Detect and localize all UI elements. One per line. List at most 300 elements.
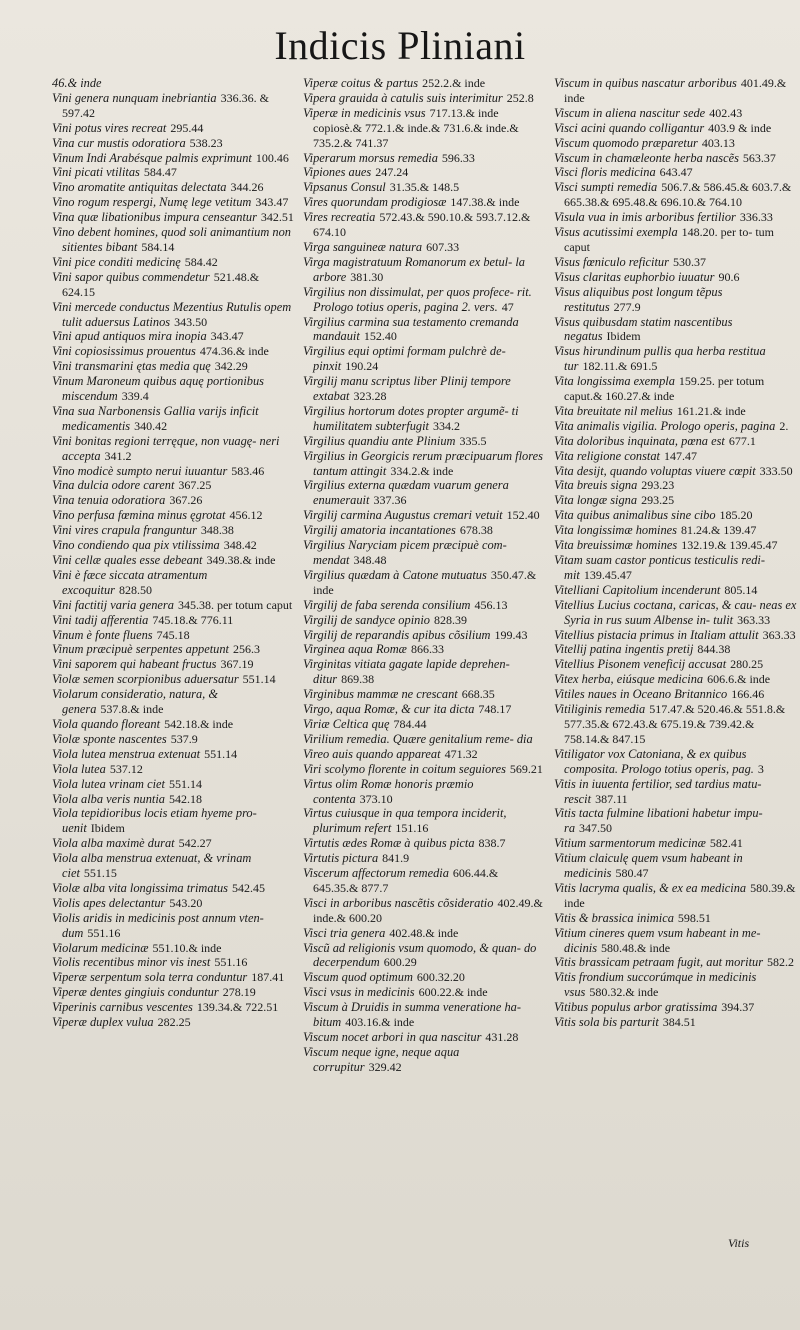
- index-entry: [303, 806, 546, 836]
- entry-term: Vino modicè sumpto nerui iuuantur: [52, 463, 228, 478]
- index-entry: [554, 926, 797, 956]
- entry-reference: 147.47: [664, 448, 697, 463]
- entry-term: Vino condiendo qua pix vtilissima: [52, 538, 220, 553]
- entry-term: Virgilius Naryciam picem præcipuè com- mendat: [303, 538, 507, 567]
- index-entry: [303, 91, 546, 106]
- entry-term: Vini cellæ quales esse debeant: [52, 553, 203, 567]
- index-entry: [554, 464, 797, 479]
- entry-reference: 506.7.& 586.45.& 603.7.& 665.38.& 695.48.& 696.10.& 764.10: [564, 180, 792, 210]
- entry-reference: 329.42: [368, 1059, 402, 1074]
- index-entry: [52, 344, 295, 359]
- index-entry: [303, 523, 546, 538]
- entry-reference: 580.47: [615, 866, 649, 881]
- index-entry: [554, 955, 797, 970]
- entry-reference: 343.47: [210, 329, 244, 344]
- entry-term: Vini genera nunquam inebriantia: [52, 90, 217, 105]
- index-entry: [303, 866, 546, 896]
- entry-reference: 542.18: [169, 791, 202, 806]
- index-entry: [52, 404, 295, 434]
- index-entry: [303, 747, 546, 762]
- index-entry: [303, 970, 546, 985]
- index-entry: [303, 851, 546, 866]
- index-entry: [554, 449, 797, 464]
- entry-reference: 100.46: [255, 150, 289, 165]
- index-entry: [52, 464, 295, 479]
- index-entry: [52, 970, 295, 985]
- entry-reference: 542.45: [232, 880, 266, 895]
- entry-term: Virgilius externa quædam vuarum genera enumerauit: [303, 478, 509, 508]
- index-entry: [303, 374, 546, 404]
- entry-reference: 345.38. per totum caput: [177, 597, 293, 612]
- entry-term: Visci in arboribus nascẽtis cõsideratio: [303, 895, 494, 910]
- entry-reference: 132.19.& 139.45.47: [681, 538, 778, 553]
- index-entry: [554, 687, 797, 702]
- entry-term: Visus hirundinum pullis qua herba restitua tur: [554, 344, 766, 374]
- entry-term: Virgilij de reparandis apibus cõsilium: [303, 627, 491, 642]
- index-entry: [303, 508, 546, 523]
- index-entry: [303, 449, 546, 479]
- index-entry: [303, 926, 546, 941]
- entry-term: Visula vua in imis arboribus fertilior: [554, 210, 736, 225]
- index-column-1: [52, 76, 295, 1030]
- entry-reference: 537.9: [170, 731, 198, 746]
- entry-term: Vinum Maroneum quibus aquę portionibus miscendum: [52, 374, 265, 404]
- entry-reference: 828.50: [119, 582, 152, 597]
- index-entry: [52, 359, 295, 374]
- entry-reference: 363.33: [762, 627, 796, 642]
- entry-reference: 580.48.& inde: [601, 940, 671, 955]
- entry-reference: 333.50: [759, 463, 793, 478]
- entry-reference: 551.14: [242, 672, 276, 687]
- index-entry: [52, 762, 295, 777]
- entry-term: Vitellius Lucius coctana, caricas, & cau- neas ex Syria in rus suum Albense in- tulit: [554, 597, 797, 627]
- entry-reference: 403.9 & inde: [708, 120, 772, 135]
- index-entry: [303, 628, 546, 643]
- entry-term: Virgilius hortorum dotes propter argumẽ- ti humilitatem subterfugit: [303, 403, 519, 433]
- entry-reference: 717.13.& inde copiosè.& 772.1.& inde.& 731.6.& inde.& 735.2.& 741.37: [313, 105, 519, 150]
- index-entry: [554, 76, 797, 106]
- entry-reference: 147.38.& inde: [450, 195, 520, 210]
- entry-term: Vita doloribus inquinata, pœna est: [554, 433, 725, 448]
- entry-term: Vina cur mustis odoratiora: [52, 135, 186, 150]
- entry-reference: 582.41: [709, 836, 743, 851]
- index-entry: [52, 165, 295, 180]
- entry-reference: 584.47: [143, 165, 177, 180]
- entry-reference: 152.40: [506, 508, 540, 523]
- entry-term: Vita breuissimæ homines: [554, 538, 678, 553]
- index-entry: [303, 165, 546, 180]
- entry-term: Viscũ ad religionis vsum quomodo, & quan- do decerpendum: [303, 940, 537, 970]
- entry-reference: 252.8: [506, 90, 534, 105]
- entry-reference: 542.18.& inde: [164, 716, 234, 731]
- entry-term: Vini tadij afferentia: [52, 612, 149, 627]
- entry-term: Vitiles naues in Oceano Britannico: [554, 687, 728, 702]
- entry-reference: 185.20: [719, 508, 753, 523]
- entry-term: Virgilij amatoria incantationes: [303, 523, 456, 538]
- entry-term: Virgilius in Georgicis rerum præcipuarum flores tantum attingit: [303, 448, 543, 478]
- entry-term: Vini saporem qui habeant fructus: [52, 657, 217, 672]
- entry-reference: 537.8.& inde: [100, 702, 164, 717]
- index-entry: [554, 583, 797, 598]
- entry-term: Virgilius quandiu ante Plinium: [303, 433, 456, 448]
- index-entry: [554, 598, 797, 628]
- entry-reference: Ibidem: [606, 329, 641, 344]
- index-entry: [554, 136, 797, 151]
- index-entry: [554, 970, 797, 1000]
- index-entry: [52, 851, 295, 881]
- entry-term: Vina dulcia odore carent: [52, 478, 175, 493]
- index-entry: [554, 881, 797, 911]
- index-entry: [303, 315, 546, 345]
- index-entry: [52, 896, 295, 911]
- entry-term: Virgo, aqua Romæ, & cur ita dicta: [303, 702, 475, 717]
- entry-term: Virgilius quædam à Catone mutuatus: [303, 567, 487, 582]
- index-entry: [52, 76, 295, 91]
- entry-reference: 551.14: [204, 746, 238, 761]
- entry-reference: 340.42: [134, 418, 168, 433]
- index-entry: [303, 642, 546, 657]
- entry-term: Virgilij de faba serenda consilium: [303, 597, 471, 612]
- entry-term: Visus aliquibus post longum tẽpus restitutus: [554, 284, 723, 314]
- entry-reference: 148.20. per to- tum caput: [564, 225, 774, 254]
- entry-term: Viscum nocet arbori in qua nascitur: [303, 1030, 482, 1044]
- index-entry: [52, 255, 295, 270]
- entry-term: Virga magistratuum Romanorum ex betul- la arbore: [303, 254, 525, 284]
- entry-reference: 344.26: [230, 180, 264, 195]
- index-entry: [554, 911, 797, 926]
- entry-reference: 139.45.47: [583, 567, 632, 582]
- entry-reference: 342.29: [214, 359, 248, 374]
- entry-reference: 784.44: [393, 716, 427, 731]
- entry-term: Viola tepidioribus locis etiam hyeme pro- uenit: [52, 806, 257, 836]
- index-entry: [303, 285, 546, 315]
- index-entry: [554, 508, 797, 523]
- entry-reference: 367.25: [178, 478, 212, 493]
- entry-reference: 381.30: [350, 269, 384, 284]
- index-entry: [303, 732, 546, 747]
- entry-term: Vitellius Pisonem veneficij accusat: [554, 657, 727, 672]
- entry-reference: 343.47: [255, 195, 289, 210]
- entry-term: Vitiligator vox Catoniana, & ex quibus composita. Prologo totius operis, pag.: [554, 746, 754, 776]
- entry-term: Vini mercede conductus Mezentius Rutulis opem tulit aduersus Latinos: [52, 299, 292, 329]
- entry-reference: 456.12: [229, 508, 263, 523]
- index-entry: [52, 180, 295, 195]
- entry-reference: 869.38: [341, 672, 375, 687]
- entry-reference: 745.18: [156, 627, 190, 642]
- entry-reference: 521.48.& 624.15: [62, 269, 260, 299]
- index-entry: [52, 747, 295, 762]
- entry-term: Vitibus populus arbor gratissima: [554, 1000, 718, 1015]
- index-entry: [554, 672, 797, 687]
- entry-reference: 600.22.& inde: [418, 985, 488, 1000]
- entry-term: Visus quibusdam statim nascentibus negatus: [554, 314, 733, 344]
- entry-reference: 474.36.& inde: [199, 344, 269, 359]
- entry-term: Vini pice conditi medicinę: [52, 254, 181, 269]
- index-entry: [303, 434, 546, 449]
- entry-term: Viola alba maximè durat: [52, 836, 175, 851]
- entry-reference: 31.35.& 148.5: [389, 180, 460, 195]
- entry-term: Virtus olim Romæ honoris præmio contenta: [303, 776, 474, 806]
- entry-reference: 282.25: [157, 1015, 191, 1030]
- entry-term: Virgilij manu scriptus liber Plinij tempore extabat: [303, 374, 511, 404]
- entry-term: Vita longissimæ homines: [554, 523, 677, 538]
- entry-reference: 580.39.& inde: [564, 880, 796, 910]
- entry-term: Viperinis carnibus vescentes: [52, 1000, 193, 1015]
- index-entry: [303, 195, 546, 210]
- entry-term: Vitium cineres quem vsum habeant in me- dicinis: [554, 925, 761, 955]
- index-entry: [52, 195, 295, 210]
- entry-reference: 373.10: [359, 791, 393, 806]
- entry-reference: 367.26: [169, 493, 203, 508]
- index-entry: [554, 747, 797, 777]
- index-entry: [303, 1045, 546, 1075]
- entry-term: Viscum in chamæleonte herba nascẽs: [554, 150, 739, 165]
- index-entry: [554, 493, 797, 508]
- entry-reference: 256.3: [233, 642, 260, 657]
- index-entry: [52, 642, 295, 657]
- entry-term: Viperæ serpentum sola terra conduntur: [52, 970, 248, 985]
- entry-term: Violis aridis in medicinis post annum vten- dum: [52, 910, 264, 940]
- index-entry: [554, 538, 797, 553]
- entry-term: Virtutis pictura: [303, 851, 379, 866]
- index-entry: [554, 404, 797, 419]
- entry-term: Vitex herba, eiúsque medicina: [554, 672, 704, 687]
- index-entry: [52, 792, 295, 807]
- index-entry: [303, 180, 546, 195]
- index-entry: [52, 523, 295, 538]
- entry-reference: 387.11: [595, 791, 628, 806]
- index-entry: [554, 1015, 797, 1030]
- entry-term: Vitam suam castor ponticus testiculis redi- mit: [554, 553, 765, 582]
- entry-reference: 584.14: [141, 239, 175, 254]
- entry-term: Virga sanguineæ natura: [303, 239, 423, 254]
- index-entry: [554, 628, 797, 643]
- index-entry: [52, 672, 295, 687]
- entry-reference: 348.48: [353, 553, 387, 567]
- entry-reference: 828.39: [433, 612, 467, 627]
- entry-reference: 551.14: [168, 776, 202, 791]
- index-entry: [52, 911, 295, 941]
- entry-term: Virgilius equi optimi formam pulchrè de- pinxit: [303, 344, 506, 374]
- entry-term: Viscum à Druidis in summa veneratione ha- bitum: [303, 1000, 521, 1030]
- entry-reference: 336.33: [739, 210, 773, 225]
- index-entry: [554, 374, 797, 404]
- entry-reference: 348.38: [200, 523, 234, 538]
- index-entry: [554, 180, 797, 210]
- entry-term: Violæ alba vita longissima trimatus: [52, 880, 229, 895]
- entry-term: Vitellius pistacia primus in Italiam attulit: [554, 627, 759, 642]
- index-entry: [52, 493, 295, 508]
- index-entry: [303, 255, 546, 285]
- entry-term: Visus claritas euphorbio iuuatur: [554, 269, 715, 284]
- index-entry: [52, 478, 295, 493]
- index-entry: [303, 210, 546, 240]
- entry-reference: 293.23: [641, 478, 675, 493]
- entry-reference: 347.50: [579, 821, 613, 836]
- entry-term: Vireo auis quando appareat: [303, 746, 441, 761]
- entry-term: Vitis & brassica inimica: [554, 910, 674, 925]
- index-column-2: [303, 76, 546, 1075]
- entry-reference: 81.24.& 139.47: [681, 523, 757, 538]
- index-entry: [554, 702, 797, 747]
- entry-term: Viscum in aliena nascitur sede: [554, 105, 706, 120]
- index-entry: [303, 613, 546, 628]
- entry-term: Viscum in quibus nascatur arboribus: [554, 76, 737, 90]
- entry-term: Viperæ dentes gingiuis conduntur: [52, 985, 219, 1000]
- entry-term: Viscerum affectorum remedia: [303, 866, 449, 881]
- entry-reference: 402.43: [709, 105, 743, 120]
- index-entry: [554, 836, 797, 851]
- entry-term: Viri scolymo florente in coitum seguiores: [303, 761, 506, 776]
- entry-term: Vini apud antiquos mira inopia: [52, 329, 207, 344]
- index-entry: [303, 538, 546, 568]
- entry-reference: 841.9: [382, 851, 410, 866]
- index-entry: [554, 285, 797, 315]
- entry-term: Violarum consideratio, natura, & genera: [52, 687, 219, 717]
- index-entry: [554, 151, 797, 166]
- entry-term: Virginea aqua Romæ: [303, 642, 407, 657]
- entry-reference: 844.38: [697, 642, 731, 657]
- entry-term: Vino debent homines, quod soli animantium non sitientes bibant: [52, 225, 291, 254]
- entry-reference: 277.9: [613, 299, 641, 314]
- entry-term: Violæ sponte nascentes: [52, 731, 167, 746]
- entry-reference: 866.33: [410, 642, 444, 657]
- index-entry: [303, 941, 546, 971]
- entry-term: Viscum neque igne, neque aqua corrupitur: [303, 1044, 460, 1074]
- entry-reference: 401.49.& inde: [564, 76, 787, 105]
- index-entry: [52, 1000, 295, 1015]
- entry-reference: 600.32.20: [416, 970, 465, 985]
- entry-term: Viola quando floreant: [52, 716, 161, 731]
- index-entry: [554, 270, 797, 285]
- entry-reference: 607.33: [426, 239, 460, 254]
- entry-reference: 384.51: [662, 1015, 696, 1030]
- entry-term: Virginibus mammæ ne crescant: [303, 687, 458, 702]
- entry-term: Vitis in iuuenta fertilior, sed tardius matu- rescit: [554, 776, 762, 806]
- entry-term: Virgilius carmina sua testamento cremanda mandauit: [303, 314, 519, 344]
- entry-reference: 151.16: [395, 821, 429, 836]
- index-entry: [554, 434, 797, 449]
- index-entry: [554, 478, 797, 493]
- index-entry: [52, 806, 295, 836]
- entry-reference: 606.44.& 645.35.& 877.7: [313, 866, 499, 895]
- index-entry: [303, 762, 546, 777]
- index-entry: [52, 955, 295, 970]
- index-entry: [52, 329, 295, 344]
- entry-reference: 280.25: [730, 657, 764, 672]
- entry-reference: 471.32: [444, 746, 478, 761]
- entry-reference: 339.4: [121, 389, 149, 404]
- index-entry: [554, 106, 797, 121]
- entry-reference: 323.28: [353, 389, 387, 404]
- entry-term: Vinum è fonte fluens: [52, 627, 153, 642]
- entry-term: Visci sumpti remedia: [554, 180, 658, 195]
- entry-reference: Ibidem: [90, 821, 125, 836]
- entry-reference: 90.6: [718, 269, 740, 284]
- entry-reference: 668.35: [461, 687, 495, 702]
- entry-reference: 166.46: [731, 687, 765, 702]
- entry-term: Vini transmarini ętas media quę: [52, 359, 211, 374]
- index-entry: [303, 598, 546, 613]
- index-entry: [554, 777, 797, 807]
- entry-term: Viola lutea vrinam ciet: [52, 776, 165, 791]
- entry-reference: 606.6.& inde: [707, 672, 771, 687]
- entry-reference: 341.2: [104, 448, 132, 463]
- entry-term: Vita desijt, quando voluptas viuere cœpit: [554, 463, 756, 478]
- entry-term: Virilium remedia. Quære genitalium reme- dia: [303, 731, 533, 746]
- index-entry: [52, 374, 295, 404]
- index-entry: [303, 344, 546, 374]
- index-entry: [52, 151, 295, 166]
- entry-term: Virgilij de sandyce opinio: [303, 612, 430, 627]
- entry-reference: 247.24: [375, 165, 409, 180]
- entry-reference: 580.32.& inde: [589, 985, 659, 1000]
- entry-term: Viscum quod optimum: [303, 970, 413, 985]
- entry-reference: 337.36: [373, 493, 407, 508]
- entry-term: Vina sua Narbonensis Gallia varijs inficit medicamentis: [52, 403, 259, 433]
- entry-reference: 403.16.& inde: [345, 1015, 415, 1030]
- entry-term: Virginitas vitiata gagate lapide deprehen- ditur: [303, 657, 510, 687]
- entry-term: Vitium sarmentorum medicinæ: [554, 836, 706, 851]
- index-entry: [303, 106, 546, 151]
- entry-term: Vitis brassicam petraam fugit, aut moritur: [554, 955, 764, 970]
- entry-reference: 335.5: [459, 433, 487, 448]
- entry-reference: 643.47: [659, 165, 693, 180]
- entry-reference: 252.2.& inde: [422, 76, 486, 90]
- entry-reference: 159.25. per totum caput.& 160.27.& inde: [564, 374, 765, 404]
- entry-reference: 342.51: [260, 210, 294, 225]
- entry-term: Virtus cuiusque in qua tempora inciderit, plurimum refert: [303, 806, 507, 836]
- index-entry: [52, 657, 295, 672]
- entry-term: Vires quorundam prodigiosæ: [303, 195, 447, 210]
- entry-term: Virgilij carmina Augustus cremari vetuit: [303, 508, 503, 523]
- index-entry: [52, 687, 295, 717]
- index-entry: [554, 255, 797, 270]
- index-entry: [52, 777, 295, 792]
- entry-term: Viola lutea: [52, 761, 106, 776]
- index-entry: [554, 315, 797, 345]
- entry-reference: 537.12: [109, 761, 143, 776]
- entry-reference: 152.40: [363, 329, 397, 344]
- entry-term: Vini vires crapula franguntur: [52, 523, 197, 538]
- entry-term: Viperarum morsus remedia: [303, 150, 438, 165]
- index-entry: [303, 404, 546, 434]
- entry-reference: 293.25: [641, 493, 675, 508]
- entry-reference: 402.48.& inde: [389, 925, 459, 940]
- index-entry: [303, 717, 546, 732]
- index-entry: [303, 896, 546, 926]
- index-entry: [303, 1000, 546, 1030]
- index-entry: [303, 836, 546, 851]
- index-entry: [554, 806, 797, 836]
- entry-term: Virgilius non dissimulat, per quos profece- rit. Prologo totius operis, pagina 2. vers.: [303, 284, 532, 314]
- entry-term: Viperæ coitus & partus: [303, 76, 419, 90]
- entry-reference: 551.10.& inde: [152, 940, 222, 955]
- index-entry: [52, 553, 295, 568]
- index-entry: [303, 76, 546, 91]
- entry-term: Vitis tacta fulmine libationi habetur impu- ra: [554, 806, 763, 836]
- entry-reference: 456.13: [474, 597, 508, 612]
- entry-reference: 139.34.& 722.51: [196, 1000, 279, 1015]
- entry-term: Vini factitij varia genera: [52, 597, 174, 612]
- entry-reference: 596.33: [441, 150, 475, 165]
- entry-reference: 598.51: [677, 910, 711, 925]
- index-entry: [52, 613, 295, 628]
- entry-reference: 182.11.& 691.5: [582, 359, 658, 374]
- entry-term: Vino aromatite antiquitas delectata: [52, 180, 227, 195]
- entry-reference: 838.7: [478, 836, 506, 851]
- entry-reference: 47: [501, 299, 514, 314]
